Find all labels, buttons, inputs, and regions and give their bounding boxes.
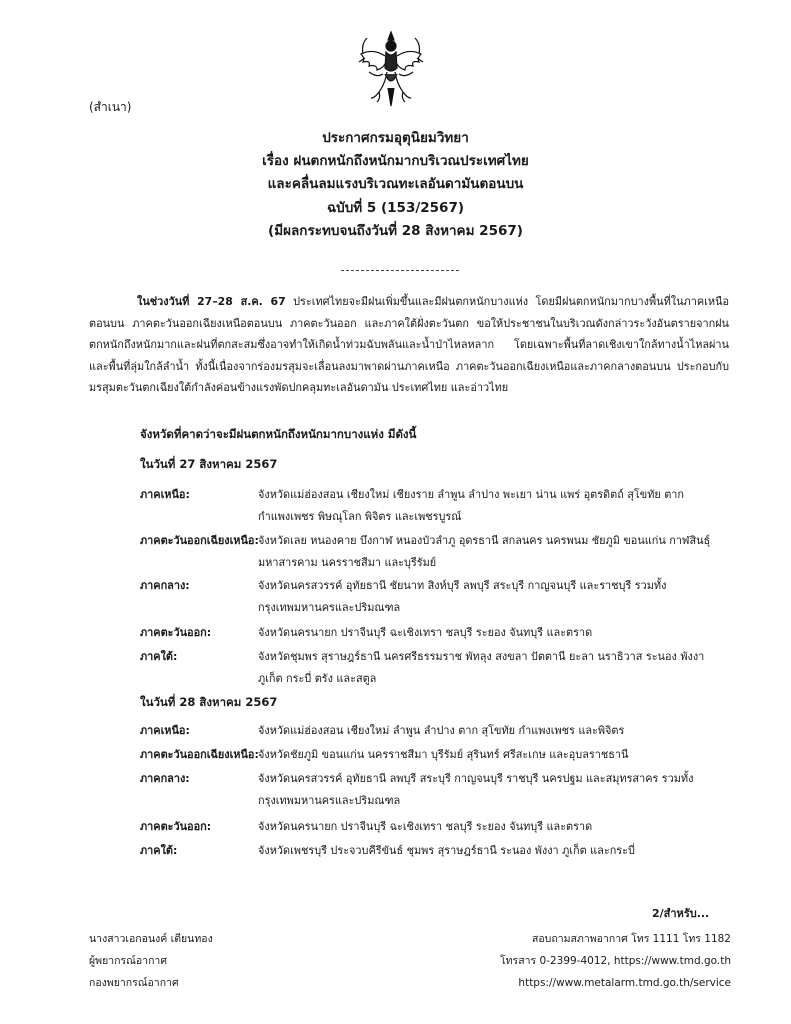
title-agency: ประกาศกรมอุตุนิยมวิทยา (322, 130, 469, 146)
region-name: ภาคเหนือ: (140, 488, 190, 501)
region-provinces: จังหวัดแม่ฮ่องสอน เชียงใหม่ เชียงราย ลำพูน ลำปาง พะเยา น่าน แพร่ อุตรดิตถ์ สุโขทัย ตาก กำแพงเพชร พิษณุโลก พิจิตร และเพชรบูรณ์ (258, 488, 685, 523)
region-name: ภาคกลาง: (140, 579, 190, 592)
region-provinces: จังหวัดเพชรบุรี ประจวบคีรีขันธ์ ชุมพร สุราษฎร์ธานี ระนอง พังงา ภูเก็ต และกระบี่ (258, 844, 635, 857)
forecaster-info (89, 928, 213, 994)
paragraph-text: ประเทศไทยจะมีฝนเพิ่มขึ้นและมีฝนตกหนักบางแห่ง โดยมีฝนตกหนักมากบางพื้นที่ในภาคเหนือตอนบน ภาคตะวันออกเฉียงเหนือตอนบน ภาคตะวันออก และภาคใต้ฝั่งตะวันตก ขอให้ประชาชนในบริเวณดังกล่าวระวังอันตรายจากฝนตกหนักถึงหนักมากและฝนที่ตกสะสมซึ่งอาจทำให้เกิดน้ำท่วมฉับพลันและน้ำป่าไหลหลาก โดยเฉพาะพื้นที่ลาดเชิงเขาใกล้ทางน้ำไหลผ่านและพื้นที่ลุ่มใกล้ลำน้ำ ทั้งนี้เนื่องจากร่องมรสุมจะเลื่อนลงมาพาดผ่านภาคเหนือ ภาคตะวันออกเฉียงเหนือและภาคกลางตอนบน ประกอบกับมรสุมตะวันตกเฉียงใต้กำลังค่อนข้างแรงพัดปกคลุมทะเลอันดามัน ประเทศไทย และอ่าวไทย (89, 295, 729, 395)
region-provinces: จังหวัดนครนายก ปราจีนบุรี ฉะเชิงเทรา ชลบุรี ระยอง จันทบุรี และตราด (258, 626, 593, 639)
region-provinces: จังหวัดนครนายก ปราจีนบุรี ฉะเชิงเทรา ชลบุรี ระยอง จันทบุรี และตราด (258, 820, 593, 833)
region-name: ภาคตะวันออกเฉียงเหนือ: (140, 748, 259, 761)
copy-mark: (สำเนา) (89, 100, 132, 114)
day1-heading: ในวันที่ 27 สิงหาคม 2567 (140, 457, 278, 471)
announcement-title (0, 127, 791, 243)
forecaster-title: ผู้พยากรณ์อากาศ (89, 955, 167, 967)
day2-heading: ในวันที่ 28 สิงหาคม 2567 (140, 695, 278, 709)
title-effective-date: (มีผลกระทบจนถึงวันที่ 28 สิงหาคม 2567) (268, 222, 523, 239)
main-paragraph (89, 291, 729, 399)
title-issue-number: ฉบับที่ 5 (153/2567) (326, 199, 465, 216)
contact-fax-website[interactable]: โทรสาร 0-2399-4012, https://www.tmd.go.th (500, 955, 731, 967)
forecaster-division: กองพยากรณ์อากาศ (89, 977, 179, 989)
next-page-marker: 2/สำหรับ... (652, 907, 710, 920)
region-name: ภาคใต้: (140, 650, 178, 663)
contact-phone: สอบถามสภาพอากาศ โทร 1111 โทร 1182 (531, 933, 731, 945)
region-provinces: จังหวัดนครสวรรค์ อุทัยธานี ชัยนาท สิงห์บุรี ลพบุรี สระบุรี กาญจนบุรี และราชบุรี รวมทั้งกรุงเทพมหานครและปริมณฑล (258, 579, 667, 614)
contact-info (500, 928, 731, 994)
title-divider (341, 270, 459, 271)
forecaster-name: นางสาวเอกอนงค์ เตียนทอง (89, 933, 213, 945)
garuda-emblem-icon (355, 28, 427, 110)
region-name: ภาคตะวันออก: (140, 626, 212, 639)
region-provinces: จังหวัดเลย หนองคาย บึงกาฬ หนองบัวลำภู อุดรธานี สกลนคร นครพนม ชัยภูมิ ขอนแก่น กาฬสินธุ์ มหาสารคาม นครราชสีมา และบุรีรัมย์ (258, 534, 711, 569)
region-name: ภาคตะวันออก: (140, 820, 212, 833)
region-name: ภาคใต้: (140, 844, 178, 857)
contact-service-link[interactable]: https://www.metalarm.tmd.go.th/service (518, 977, 731, 989)
title-subject: เรื่อง ฝนตกหนักถึงหนักมากบริเวณประเทศไทย (262, 153, 529, 170)
region-name: ภาคตะวันออกเฉียงเหนือ: (140, 534, 259, 547)
region-name: ภาคกลาง: (140, 772, 190, 785)
title-subject-cont: และคลื่นลมแรงบริเวณทะเลอันดามันตอนบน (267, 176, 524, 193)
region-provinces: จังหวัดชัยภูมิ ขอนแก่น นครราชสีมา บุรีรัมย์ สุรินทร์ ศรีสะเกษ และอุบลราชธานี (258, 748, 629, 761)
region-name: ภาคเหนือ: (140, 724, 190, 737)
paragraph-lead: ในช่วงวันที่ 27–28 ส.ค. 67 (137, 295, 286, 308)
forecast-heading: จังหวัดที่คาดว่าจะมีฝนตกหนักถึงหนักมากบางแห่ง มีดังนี้ (140, 427, 417, 441)
region-provinces: จังหวัดนครสวรรค์ อุทัยธานี ลพบุรี สระบุรี กาญจนบุรี ราชบุรี นครปฐม และสมุทรสาคร รวมทั้งกรุงเทพมหานครและปริมณฑล (258, 772, 694, 807)
region-provinces: จังหวัดชุมพร สุราษฎร์ธานี นครศรีธรรมราช พัทลุง สงขลา ปัตตานี ยะลา นราธิวาส ระนอง พังงา ภูเก็ต กระบี่ ตรัง และสตูล (258, 650, 705, 685)
region-provinces: จังหวัดแม่ฮ่องสอน เชียงใหม่ ลำพูน ลำปาง ตาก สุโขทัย กำแพงเพชร และพิจิตร (258, 724, 625, 737)
